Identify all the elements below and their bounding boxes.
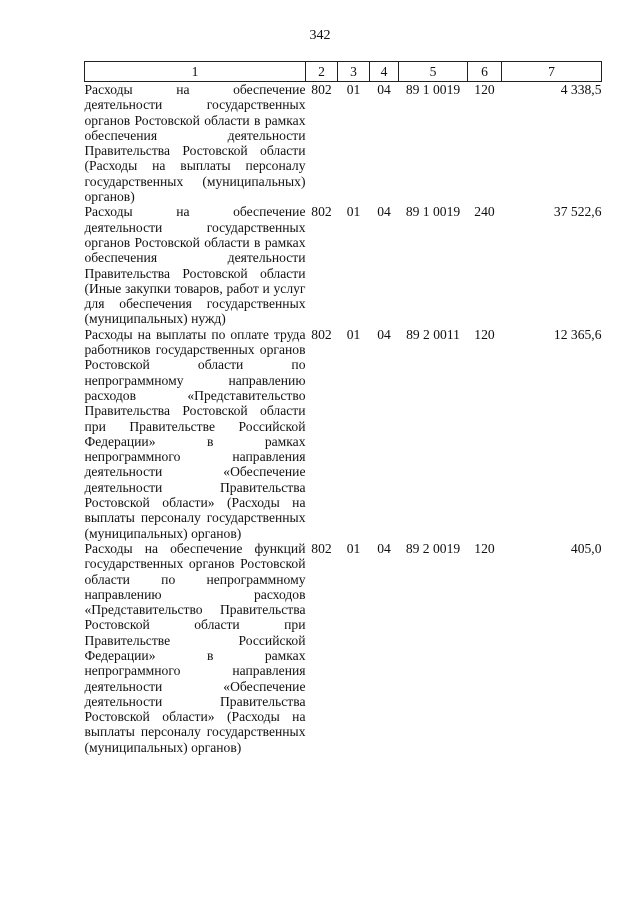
table-row — [85, 541, 602, 755]
row-description: Расходы на обеспечение деятельности государственных органов Ростовской области в рамках обеспечения деятельности Правительства Ростовской области (Иные закупки товаров, работ и услуг для обеспечения государственных (муниципальных) нужд) — [84, 204, 306, 327]
row-subsection-code: 04 — [377, 326, 391, 342]
column-header-4: 4 — [370, 62, 399, 82]
row-section-code: 01 — [346, 204, 361, 220]
row-ministry-code: 802 — [311, 540, 332, 556]
column-header-2: 2 — [306, 62, 338, 82]
row-section-code: 01 — [346, 326, 361, 342]
row-ministry-code: 802 — [311, 204, 332, 220]
row-target-code: 89 1 0019 — [405, 204, 461, 220]
row-expense-type-code: 240 — [474, 204, 495, 220]
row-description: Расходы на обеспечение функций государственных органов Ростовской области по непрограммному направлению расходов «Представительство Правительства Ростовской области при Правительстве Российской Федерации» в рамках непрограммного направления деятельности «Обеспечение деятельности Правительства Ростовской области» (Расходы на выплаты персоналу государственных (муниципальных) органов) — [84, 540, 306, 755]
row-section-code: 01 — [346, 82, 361, 97]
row-description: Расходы на выплаты по оплате труда работников государственных органов Ростовской области по непрограммному направлению расходов «Представительство Правительства Ростовской области при Правительстве Российской Федерации» в рамках непрограммного направления деятельности «Обеспечение деятельности Правительства Ростовской области» (Расходы на выплаты персоналу государственных (муниципальных) органов) — [84, 326, 306, 541]
row-subsection-code: 04 — [377, 204, 391, 220]
table-row — [85, 82, 602, 205]
row-ministry-code: 802 — [311, 326, 332, 342]
column-header-3: 3 — [338, 62, 370, 82]
column-header-5: 5 — [399, 62, 468, 82]
column-header-6: 6 — [468, 62, 502, 82]
row-ministry-code: 802 — [311, 82, 332, 97]
column-header-7: 7 — [502, 62, 602, 82]
column-header-1: 1 — [85, 62, 306, 82]
row-amount: 12 365,6 — [553, 326, 602, 342]
row-amount: 4 338,5 — [560, 82, 602, 97]
table-row — [85, 204, 602, 326]
page-number: 342 — [309, 28, 331, 43]
row-expense-type-code: 120 — [474, 326, 495, 342]
row-description: Расходы на обеспечение деятельности государственных органов Ростовской области в рамках обеспечения деятельности Правительства Ростовской области (Расходы на выплаты персоналу государственных (муниципальных) органов) — [84, 82, 306, 205]
table-header-row — [85, 62, 602, 82]
row-target-code: 89 1 0019 — [405, 82, 461, 97]
row-subsection-code: 04 — [377, 82, 391, 97]
budget-table — [84, 61, 602, 755]
row-expense-type-code: 120 — [474, 540, 495, 556]
table-row — [85, 327, 602, 541]
row-amount: 37 522,6 — [553, 204, 602, 220]
row-subsection-code: 04 — [377, 540, 391, 556]
row-section-code: 01 — [346, 540, 361, 556]
row-target-code: 89 2 0019 — [405, 540, 461, 556]
row-amount: 405,0 — [570, 540, 602, 556]
row-target-code: 89 2 0011 — [406, 326, 460, 342]
row-expense-type-code: 120 — [474, 82, 495, 97]
